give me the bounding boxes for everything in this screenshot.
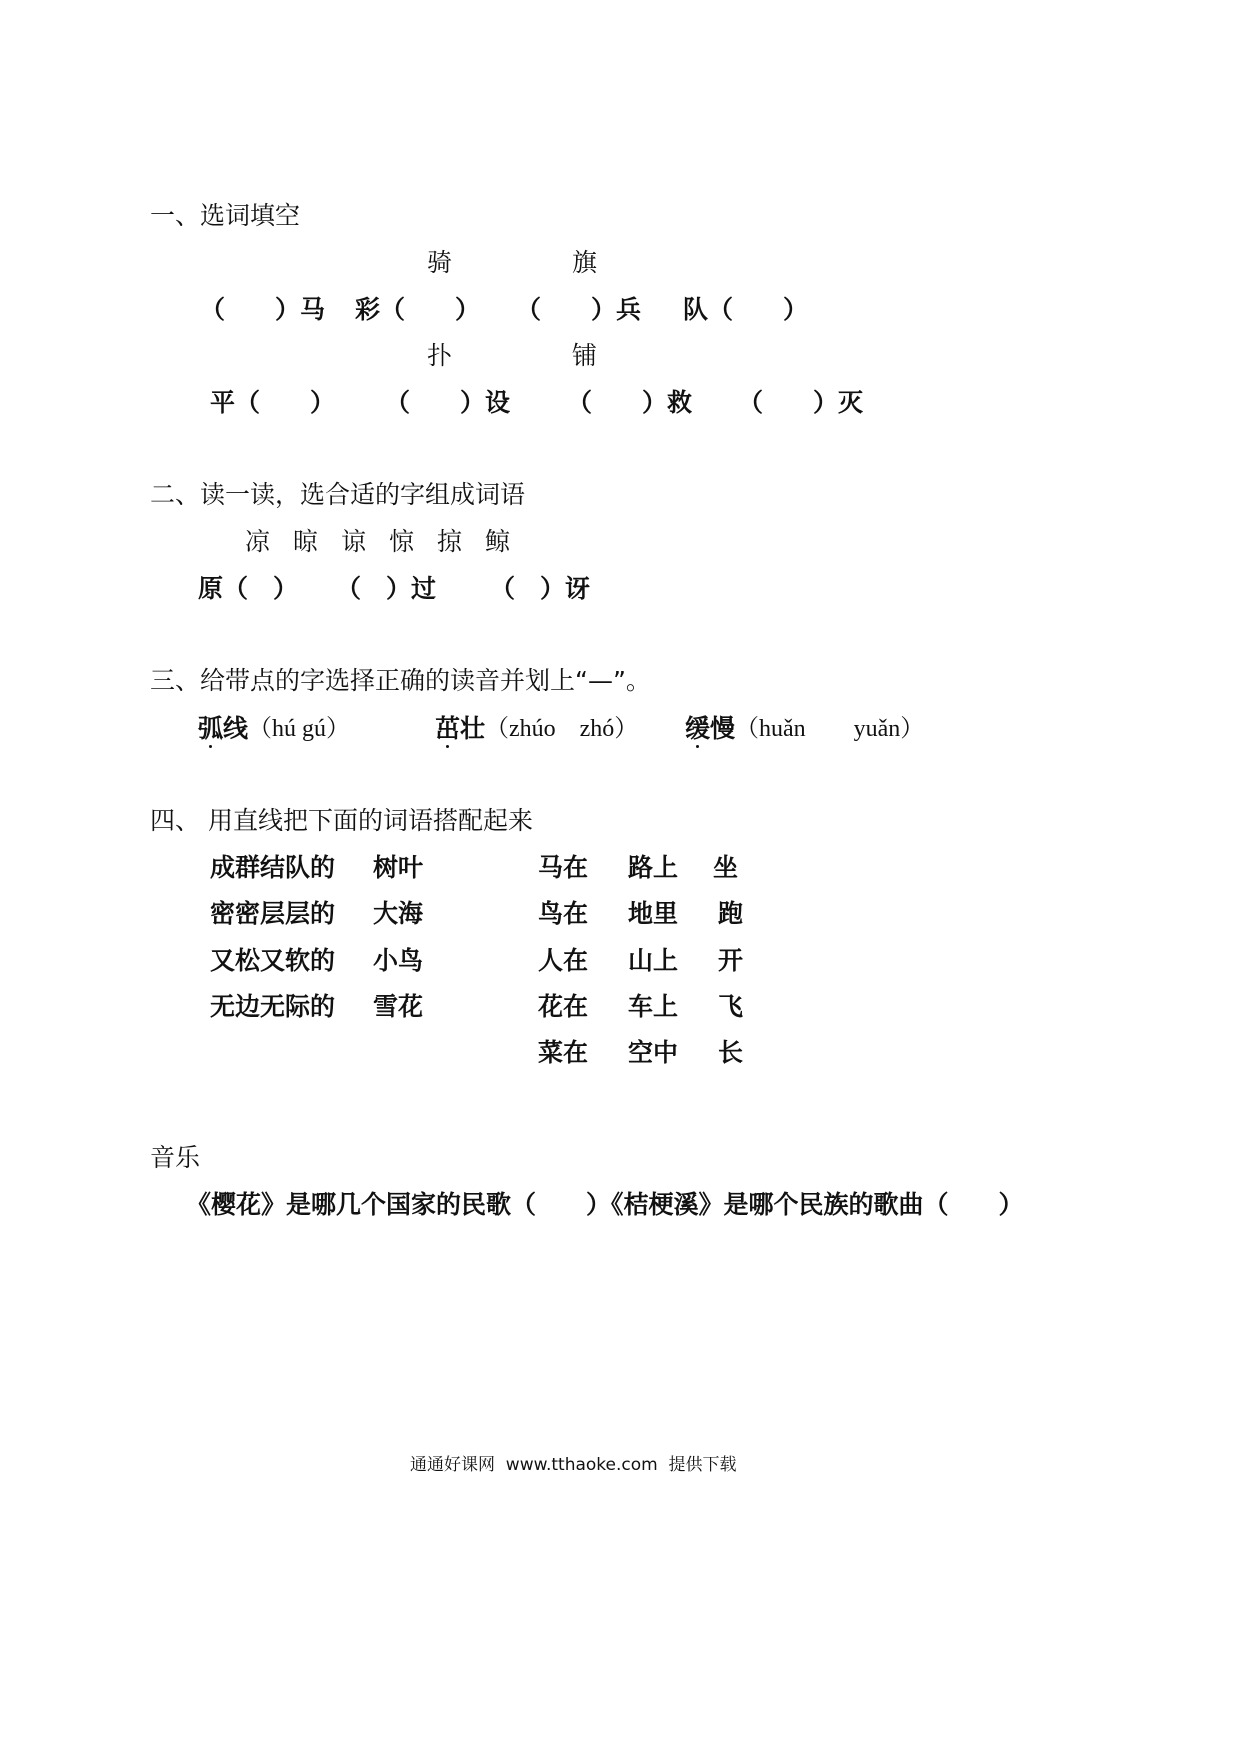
match-left-noun: 树叶 xyxy=(373,853,424,882)
char-option: 惊 xyxy=(389,527,415,556)
emphasis-dot xyxy=(209,745,212,748)
fill-item: （ ）马 xyxy=(200,295,326,324)
char-option: 谅 xyxy=(341,527,367,556)
section-3-title: 三、给带点的字选择正确的读音并划上“—”。 xyxy=(150,666,651,695)
match-left-phrase: 密密层层的 xyxy=(210,899,336,928)
match-place: 地里 xyxy=(628,899,679,928)
music-title: 音乐 xyxy=(150,1143,201,1172)
fill-item: （ ）过 xyxy=(336,574,437,603)
match-place: 路上 xyxy=(628,853,679,882)
match-verb: 坐 xyxy=(713,853,739,882)
match-place: 车上 xyxy=(628,992,679,1021)
music-question: 《樱花》是哪几个国家的民歌（ ）《桔梗溪》是哪个民族的歌曲（ ） xyxy=(186,1190,1024,1219)
match-verb: 长 xyxy=(718,1038,744,1067)
match-subject: 人在 xyxy=(538,946,589,975)
pinyin-choice: （zhúo zhó） xyxy=(485,716,639,742)
fill-item: 队（ ） xyxy=(683,295,809,324)
match-subject: 鸟在 xyxy=(538,899,589,928)
option-word-pu: 扑 xyxy=(427,341,453,370)
fill-item: （ ）灭 xyxy=(738,388,864,417)
fill-item: （ ）救 xyxy=(567,388,693,417)
match-subject: 菜在 xyxy=(538,1038,589,1067)
section-2-title: 二、读一读，选合适的字组成词语 xyxy=(150,480,526,509)
match-place: 山上 xyxy=(628,946,679,975)
char-option: 掠 xyxy=(437,527,463,556)
emphasis-dot xyxy=(446,745,449,748)
match-left-phrase: 无边无际的 xyxy=(210,992,336,1021)
option-word-pu-lay: 铺 xyxy=(572,341,598,370)
match-verb: 开 xyxy=(718,946,744,975)
dotted-word: 缓慢 xyxy=(685,714,736,743)
match-subject: 马在 xyxy=(538,853,589,882)
char-option: 凉 xyxy=(245,527,271,556)
fill-item: （ ）兵 xyxy=(516,295,642,324)
char-option: 晾 xyxy=(293,527,319,556)
fill-item: （ ）讶 xyxy=(490,574,591,603)
emphasis-dot xyxy=(696,745,699,748)
match-place: 空中 xyxy=(628,1038,679,1067)
dotted-word: 弧线 xyxy=(198,714,249,743)
dotted-word: 茁壮 xyxy=(435,714,486,743)
page-footer: 通通好课网 www.tthaoke.com 提供下载 xyxy=(410,1455,737,1475)
option-word-qi-ride: 骑 xyxy=(427,248,453,277)
char-option: 鲸 xyxy=(485,527,511,556)
match-left-noun: 大海 xyxy=(373,899,424,928)
match-subject: 花在 xyxy=(538,992,589,1021)
fill-item: 原（ ） xyxy=(198,574,299,603)
pinyin-choice: （hú gú） xyxy=(248,716,350,742)
match-left-phrase: 又松又软的 xyxy=(210,946,336,975)
match-left-noun: 雪花 xyxy=(373,992,424,1021)
fill-item: （ ）设 xyxy=(385,388,511,417)
fill-item: 彩（ ） xyxy=(355,295,481,324)
section-1-title: 一、选词填空 xyxy=(150,201,301,230)
option-word-qi-flag: 旗 xyxy=(572,248,598,277)
match-left-phrase: 成群结队的 xyxy=(210,853,336,882)
match-left-noun: 小鸟 xyxy=(373,946,424,975)
fill-item: 平（ ） xyxy=(210,388,336,417)
pinyin-choice: （huǎn yuǎn） xyxy=(735,716,925,742)
match-verb: 跑 xyxy=(718,899,744,928)
section-4-title: 四、 用直线把下面的词语搭配起来 xyxy=(150,806,533,835)
match-verb: 飞 xyxy=(718,992,744,1021)
